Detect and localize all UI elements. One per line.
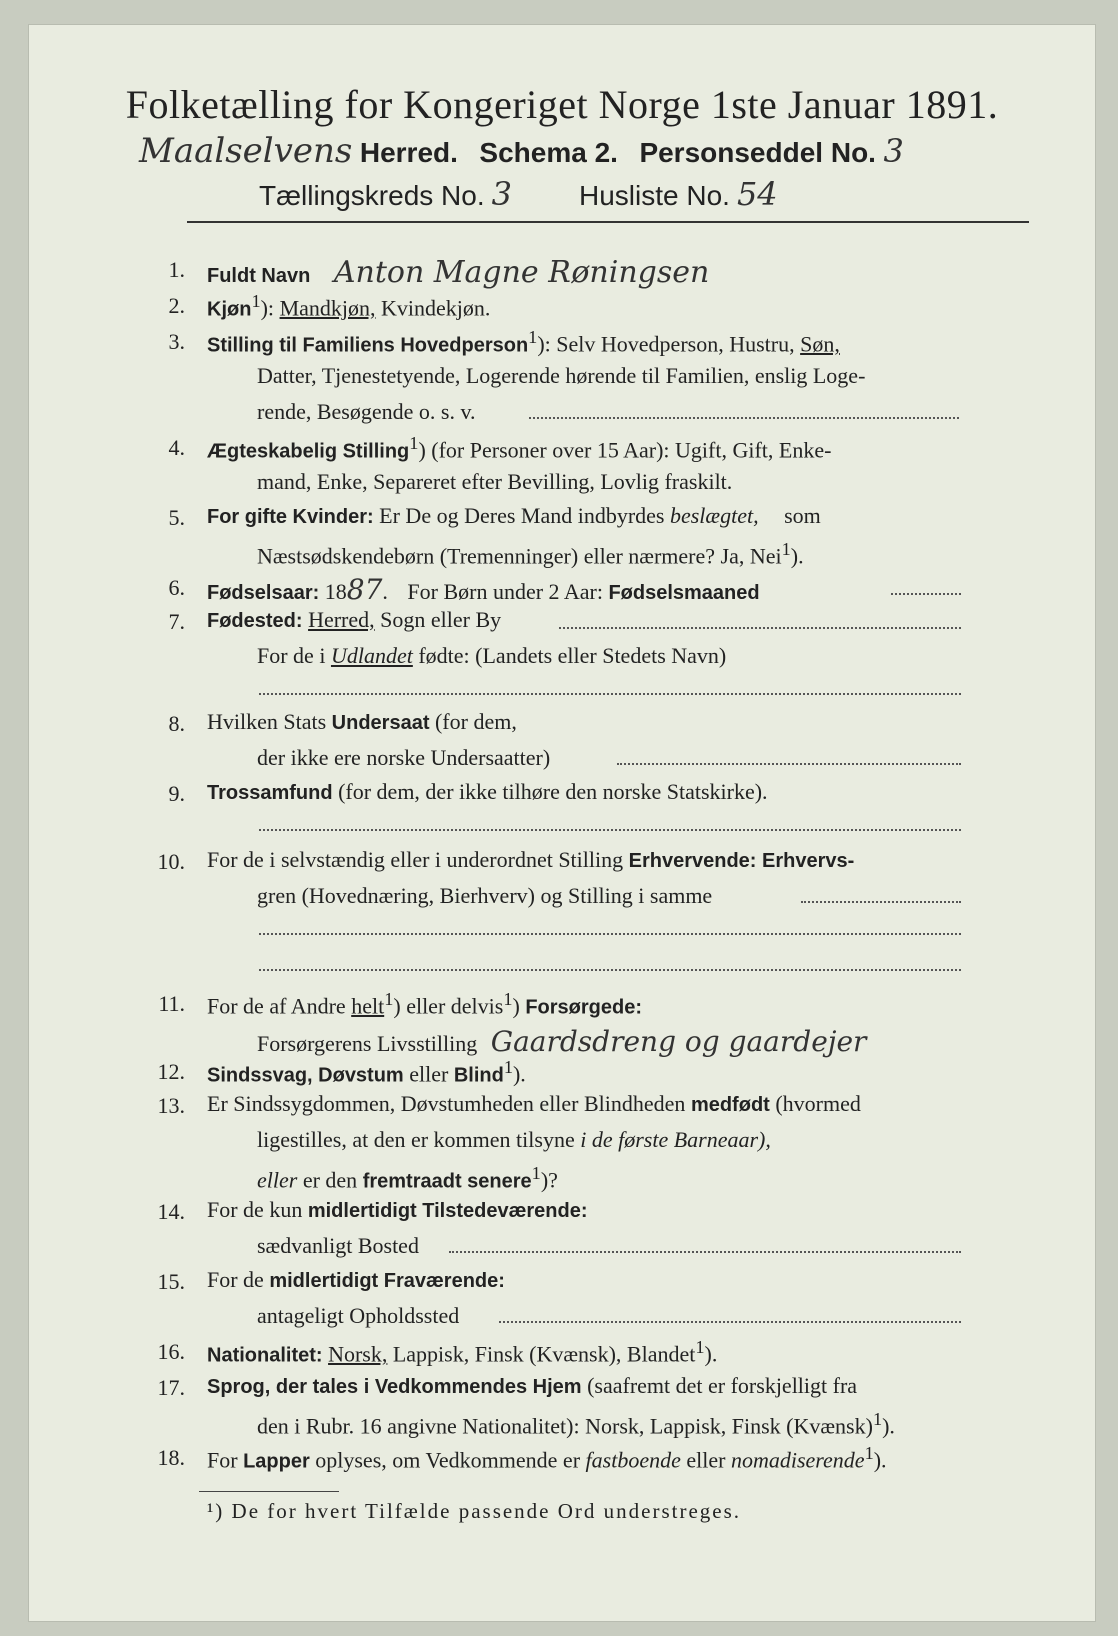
footnote: ¹) De for hvert Tilfælde passende Ord understreges. [207, 1499, 742, 1523]
q8-line2: der ikke ere norske Undersaatter) [257, 745, 551, 770]
q18-text-a: For [207, 1447, 238, 1473]
item-number: 18. [157, 1445, 185, 1470]
q18-row: For Lapper oplyses, om Vedkommende er fastboende eller nomadiserende$^1$). [207, 1443, 887, 1473]
q13-line3-b: er den [302, 1167, 358, 1193]
q11-text-a: For de af Andre [207, 993, 346, 1019]
q12-label-b: Blind [453, 1064, 504, 1087]
q7-option-herred: Herred, [308, 607, 375, 632]
item-number: 2. [168, 293, 185, 318]
husliste-label: Husliste No. [579, 180, 730, 211]
q9-row [207, 779, 768, 805]
q13-line3: eller er den fremtraadt senere$^1$)? [257, 1163, 558, 1193]
q10-answer-line-1 [801, 901, 961, 903]
item-number: 8. [168, 711, 185, 736]
q8-text-b: (for dem, [434, 709, 517, 734]
q14-answer-line [449, 1251, 961, 1253]
kreds-label: Tællingskreds No. [259, 180, 485, 211]
q11-answer: Gaardsdreng og gaardejer [490, 1025, 867, 1058]
q15-text: For de [207, 1267, 264, 1292]
q6-label: Fødselsaar: [207, 582, 320, 604]
q7-row [207, 607, 501, 633]
q1-row [207, 255, 709, 290]
q12-row: Sindssvag, Døvstum eller Blind$^1$). [207, 1057, 526, 1087]
q9-answer-line [259, 829, 961, 831]
q8-row [207, 709, 517, 735]
q3-option-son: Søn, [800, 331, 840, 357]
q17-text: (saafremt det er forskjelligt fra [587, 1373, 858, 1398]
q10-label: Erhvervende: Erhvervs- [628, 850, 855, 872]
personseddel-label: Personseddel No. [639, 137, 876, 168]
item-number: 15. [157, 1269, 185, 1294]
q4-line2: mand, Enke, Separeret efter Bevilling, Lovlig fraskilt. [257, 469, 733, 494]
q5-text: Er De og Deres Mand indbyrdes [379, 503, 665, 528]
q6-prefix: 18 [324, 579, 347, 604]
item-number: 10. [157, 849, 185, 874]
q14-row [207, 1197, 588, 1223]
q6-month-line [891, 593, 961, 595]
q7-options: Sogn eller By [380, 607, 502, 632]
header-rule [187, 221, 1029, 223]
q16-option-norsk: Norsk, [328, 1341, 388, 1367]
q11-text-c: eller delvis [406, 993, 504, 1019]
q2-option-female: Kvindekjøn. [381, 295, 491, 321]
q2-label: Kjøn [207, 298, 252, 321]
item-number: 14. [157, 1199, 185, 1224]
q9-text: (for dem, der ikke tilhøre den norske Statskirke). [338, 779, 768, 804]
q13-text-b: (hvormed [775, 1091, 861, 1116]
q15-answer-line [499, 1321, 961, 1323]
q11-line2: Forsørgerens Livsstilling [257, 1031, 478, 1056]
q6-text: For Børn under 2 Aar: [407, 579, 603, 604]
q5-text-end: som [784, 503, 821, 528]
q14-label: midlertidigt Tilstedeværende: [307, 1200, 588, 1222]
item-number: 17. [157, 1375, 185, 1400]
q4-row: Ægteskabelig Stilling$^1$) (for Personer over 15 Aar): Ugift, Gift, Enke- [207, 433, 832, 463]
q14-line2: sædvanligt Bosted [257, 1233, 419, 1258]
q7-line2-b: Udlandet [330, 643, 413, 668]
q7-abroad-line [259, 693, 961, 695]
item-number: 11. [158, 991, 185, 1016]
item-number: 9. [168, 781, 185, 806]
q13-line2-b: i de første Barneaar), [580, 1127, 771, 1152]
q4-label: Ægteskabelig Stilling [207, 440, 410, 463]
schema-label: Schema 2. [479, 137, 618, 168]
q13-text-a: Er Sindssygdommen, Døvstumheden eller Blindheden [207, 1091, 686, 1116]
q1-label: Fuldt Navn [207, 265, 311, 287]
q15-line2: antageligt Opholdssted [257, 1303, 460, 1328]
q7-line2-a: For de i [257, 643, 326, 668]
q16-options: Lappisk, Finsk (Kvænsk), Blandet [392, 1341, 696, 1367]
q11-line2-row [257, 1025, 866, 1058]
q17-label: Sprog, der tales i Vedkommendes Hjem [207, 1376, 582, 1398]
q11-label: Forsørgede: [525, 996, 643, 1019]
item-number: 13. [157, 1093, 185, 1118]
q8-text-a: Hvilken Stats [207, 709, 327, 734]
q6-label2: Fødselsmaaned [608, 582, 760, 604]
q5-text-italic: beslægtet, [669, 503, 759, 528]
q9-label: Trossamfund [207, 782, 333, 804]
q13-line2-a: ligestilles, at den er kommen tilsyne [257, 1127, 575, 1152]
q12-text: eller [409, 1061, 449, 1087]
item-number: 12. [157, 1059, 185, 1084]
q11-option-helt: helt [351, 993, 385, 1019]
header-line-kreds [259, 175, 778, 213]
q3-line2: Datter, Tjenestetyende, Logerende hørende til Familien, enslig Loge- [257, 363, 866, 388]
kreds-number: 3 [491, 175, 512, 213]
item-number: 16. [157, 1339, 185, 1364]
q15-label: midlertidigt Fraværende: [269, 1270, 505, 1292]
form-title: Folketælling for Kongeriget Norge 1ste Januar 1891. [125, 82, 999, 127]
q6-row: Fødselsaar: 1887. For Børn under 2 Aar: Fødselsmaaned [207, 573, 760, 606]
q18-text-b: oplyses, om Vedkommende er [315, 1447, 581, 1473]
q18-text-d: eller [686, 1447, 726, 1473]
q2-row: Kjøn$^1$): Mandkjøn, Kvindekjøn. [207, 291, 491, 321]
herred-label: Herred. [359, 137, 458, 168]
census-form-sheet [28, 24, 1096, 1622]
q13-line3-a: eller [257, 1167, 298, 1193]
q16-row: Nationalitet: Norsk, Lappisk, Finsk (Kvænsk), Blandet$^1$). [207, 1337, 718, 1367]
q5-label: For gifte Kvinder: [207, 506, 374, 528]
footnote-rule [199, 1491, 339, 1492]
q3-row: Stilling til Familiens Hovedperson$^1$): Selv Hovedperson, Hustru, Søn, [207, 327, 840, 357]
q13-line3-c: fremtraadt senere [362, 1170, 532, 1193]
item-number: 4. [168, 435, 185, 460]
herred-handwritten: Maalselvens [139, 131, 353, 171]
q13-line2 [257, 1127, 771, 1153]
q13-row [207, 1091, 861, 1117]
q5-line2: Næstsødskendebørn (Tremenninger) eller nærmere? Ja, Nei [257, 543, 782, 569]
q18-label: Lapper [243, 1450, 310, 1473]
q3-line3: rende, Besøgende o. s. v. [257, 399, 476, 424]
q2-option-male: Mandkjøn, [279, 295, 376, 321]
q17-line2: den i Rubr. 16 angivne Nationalitet): Norsk, Lappisk, Finsk (Kvænsk) [257, 1413, 873, 1439]
q17-row [207, 1373, 857, 1399]
header-line-herred [139, 131, 904, 171]
q1-answer: Anton Magne Røningsen [333, 255, 710, 290]
q13-label: medfødt [690, 1094, 770, 1116]
q14-text: For de kun [207, 1197, 303, 1222]
item-number: 7. [168, 609, 185, 634]
q3-options: Selv Hovedperson, Hustru, [556, 331, 795, 357]
q10-text: For de i selvstændig eller i underordnet Stilling [207, 847, 624, 872]
q11-row: For de af Andre helt$^1$) eller delvis$^1$) Forsørgede: [207, 989, 643, 1019]
q7-line2 [257, 643, 726, 669]
item-number: 3. [168, 329, 185, 354]
husliste-number: 54 [736, 175, 778, 213]
item-number: 1. [168, 257, 185, 282]
q6-answer: 87 [346, 573, 383, 606]
q3-label: Stilling til Familiens Hovedperson [207, 334, 529, 357]
q18-text-e: nomadiserende [730, 1447, 865, 1473]
q7-answer-line [559, 627, 961, 629]
q8-answer-line [617, 763, 961, 765]
q8-label: Undersaat [331, 712, 430, 734]
q18-text-c: fastboende [585, 1447, 681, 1473]
q12-label-a: Sindssvag, Døvstum [207, 1064, 404, 1087]
q3-answer-line [529, 417, 959, 419]
q4-text: (for Personer over 15 Aar): Ugift, Gift, Enke- [431, 437, 832, 463]
q5-row [207, 503, 821, 529]
q5-line2-row: Næstsødskendebørn (Tremenninger) eller nærmere? Ja, Nei$^1$). [257, 539, 804, 569]
q17-line2-row: den i Rubr. 16 angivne Nationalitet): Norsk, Lappisk, Finsk (Kvænsk)$^1$). [257, 1409, 895, 1439]
item-number: 5. [168, 505, 185, 530]
q10-answer-line-3 [259, 969, 961, 971]
q15-row [207, 1267, 505, 1293]
personseddel-number: 3 [883, 132, 904, 170]
q10-answer-line-2 [259, 933, 961, 935]
q10-row [207, 847, 854, 873]
q7-label: Fødested: [207, 610, 303, 632]
q7-line2-c: fødte: (Landets eller Stedets Navn) [418, 643, 727, 668]
item-number: 6. [168, 575, 185, 600]
q10-line2: gren (Hovednæring, Bierhverv) og Stilling i samme [257, 883, 713, 908]
q16-label: Nationalitet: [207, 1344, 323, 1367]
